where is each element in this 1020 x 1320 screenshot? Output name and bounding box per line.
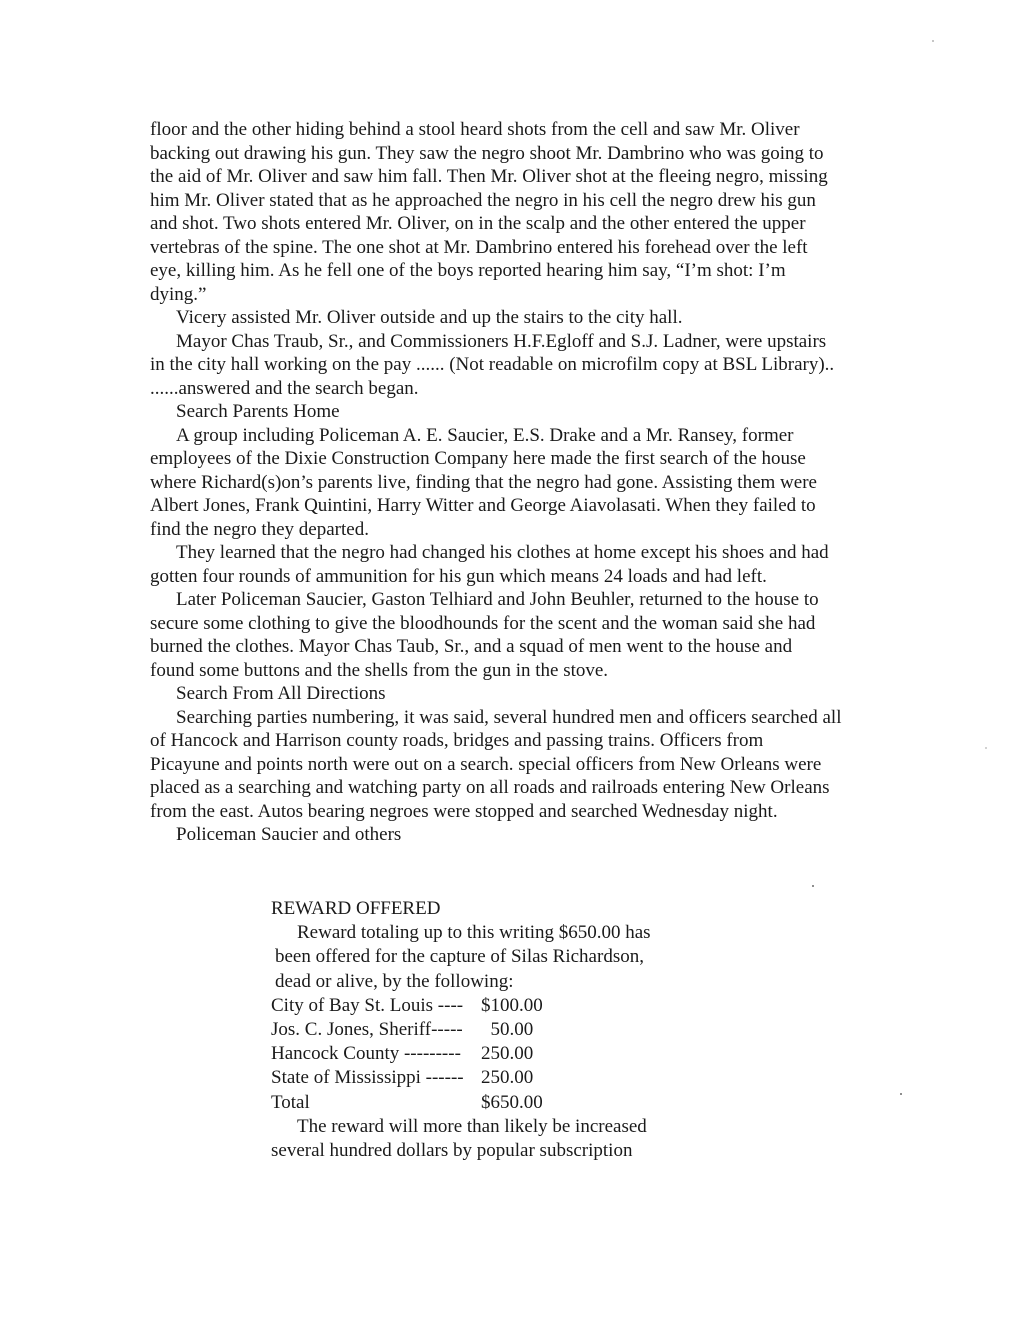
text-line: Albert Jones, Frank Quintini, Harry Witter and George Aiavolasati. When they failed to [150,495,816,516]
scan-speck [900,1093,902,1095]
reward-total-amount: $650.00 [481,1091,543,1113]
paragraph-searching-parties [150,706,874,824]
reward-total-row [271,1091,691,1115]
text-line: eye, killing him. As he fell one of the boys reported hearing him say, “I’m shot: I’m [150,260,786,281]
paragraph-search-group [150,424,874,542]
reward-amount: 250.00 [481,1043,534,1065]
paragraph-continuation [150,118,874,306]
text-line: Searching parties numbering, it was said, several hundred men and officers searched all [176,706,842,728]
reward-notice [271,897,691,1163]
paragraph-bloodhounds [150,588,874,682]
article-body [150,118,874,847]
paragraph-policeman-saucier: Policeman Saucier and others [176,824,402,845]
text-line: him Mr. Oliver stated that as he approached the negro in his cell the negro drew his gun [150,189,816,211]
text-line: employees of the Dixie Construction Company here made the first search of the house [150,448,806,469]
paragraph-mayor [150,330,874,401]
reward-amount: $100.00 [481,994,543,1016]
reward-amount: 50.00 [481,1019,534,1041]
text-line: Mayor Chas Traub, Sr., and Commissioners H.F.Egloff and S.J. Ladner, were upstairs [176,330,827,352]
reward-amount: 250.00 [481,1067,534,1089]
text-line: from the east. Autos bearing negroes were stopped and searched Wednesday night. [150,800,778,822]
text-line: several hundred dollars by popular subscription [271,1140,633,1162]
scan-speck [932,40,934,42]
reward-row [271,1066,691,1090]
section-heading-all-directions: Search From All Directions [176,683,386,704]
reward-title: REWARD OFFERED [271,898,441,919]
text-line: and shot. Two shots entered Mr. Oliver, on in the scalp and the other entered the upper [150,213,806,234]
reward-contributor: City of Bay St. Louis ---- [271,994,464,1016]
scan-speck [812,885,814,887]
text-line: secure some clothing to give the bloodhounds for the scent and the woman said she had [150,612,816,634]
text-line: placed as a searching and watching party on all roads and railroads entering New Orleans [150,777,830,798]
reward-note [271,1115,691,1163]
text-line: found some buttons and the shells from the gun in the stove. [150,659,609,681]
paragraph-clothes [150,541,874,588]
text-line: The reward will more than likely be increased [297,1115,647,1137]
text-line: been offered for the capture of Silas Richardson, [275,946,644,968]
reward-contributor: Jos. C. Jones, Sheriff----- [271,1019,463,1041]
text-line: burned the clothes. Mayor Chas Taub, Sr., and a squad of men went to the house and [150,636,793,657]
text-line: They learned that the negro had changed his clothes at home except his shoes and had [176,542,829,563]
text-line: floor and the other hiding behind a stool heard shots from the cell and saw Mr. Oliver [150,119,800,140]
text-line: where Richard(s)on’s parents live, finding that the negro had gone. Assisting them were [150,471,817,493]
text-line: dead or alive, by the following: [275,970,514,992]
text-line: A group including Policeman A. E. Saucier, E.S. Drake and a Mr. Ransey, former [176,424,794,446]
text-line: find the negro they departed. [150,518,369,540]
reward-row [271,994,691,1018]
reward-row [271,1042,691,1066]
text-line: backing out drawing his gun. They saw the negro shoot Mr. Dambrino who was going to [150,142,824,164]
text-line: ......answered and the search began. [150,377,419,399]
text-line: in the city hall working on the pay ...... (Not readable on microfilm copy at BSL Library).. [150,354,835,375]
paragraph-vicery: Vicery assisted Mr. Oliver outside and up the stairs to the city hall. [176,307,683,328]
reward-row [271,1018,691,1042]
reward-total-label: Total [271,1091,310,1113]
text-line: Later Policeman Saucier, Gaston Telhiard and John Beuhler, returned to the house to [176,589,819,610]
text-line: Picayune and points north were out on a search. special officers from New Orleans were [150,753,822,775]
reward-intro [271,921,691,994]
scan-speck [985,747,987,749]
text-line: of Hancock and Harrison county roads, bridges and passing trains. Officers from [150,730,764,751]
text-line: gotten four rounds of ammunition for his gun which means 24 loads and had left. [150,565,767,587]
reward-contributor: State of Mississippi ------ [271,1067,464,1089]
reward-contributor: Hancock County --------- [271,1043,461,1065]
text-line: vertebras of the spine. The one shot at Mr. Dambrino entered his forehead over the left [150,236,808,258]
text-line: dying.” [150,283,207,305]
text-line: the aid of Mr. Oliver and saw him fall. Then Mr. Oliver shot at the fleeing negro, missing [150,166,828,187]
section-heading-parents-home: Search Parents Home [176,401,340,422]
text-line: Reward totaling up to this writing $650.00 has [297,922,651,944]
